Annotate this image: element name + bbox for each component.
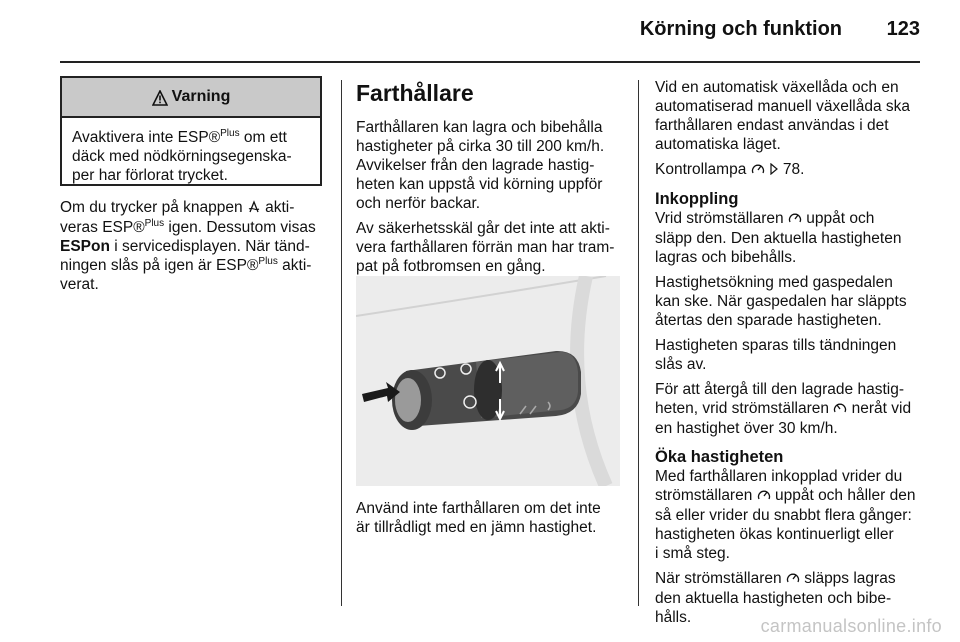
col2-p3-line: Använd inte farthållaren om det inte: [356, 500, 601, 517]
warning-triangle-icon: [152, 90, 168, 106]
col3-p7-line: i små steg.: [655, 545, 730, 562]
control-lamp-text: Kontrollampa: [655, 161, 747, 178]
column-1: [60, 198, 330, 294]
col2-p2-line: vera farthållaren förrän man har tram-: [356, 239, 615, 256]
resume-paragraph: [655, 380, 927, 438]
column-divider-2: [638, 80, 639, 606]
increase-speed-paragraph: [655, 467, 927, 563]
usage-note-paragraph: [356, 499, 628, 537]
col3-p8-line: hålls.: [655, 609, 692, 626]
column-2: [356, 80, 628, 282]
col1-line5: verat.: [60, 276, 99, 293]
col3-p3-line: släpp den. Den aktuella hastigheten: [655, 230, 902, 247]
col3-p8-line1b: släpps lagras: [804, 570, 896, 587]
col3-p3-line1b: uppåt och: [806, 210, 875, 227]
warning-header: [62, 78, 320, 118]
warning-text-3: per har förlorat trycket.: [72, 167, 228, 184]
col3-p7-line1: Med farthållaren inkopplad vrider du: [655, 468, 903, 485]
warning-text-1b: om ett: [239, 129, 287, 146]
control-lamp-paragraph: [655, 160, 927, 180]
col3-p8-line1a: När strömställaren: [655, 570, 782, 587]
col1-line4b: akti-: [277, 257, 312, 274]
cruise-control-icon: [751, 163, 769, 178]
ignition-paragraph: [655, 336, 927, 374]
inkoppling-paragraph: [655, 209, 927, 267]
col3-p7-line2b: uppåt och håller den: [774, 487, 916, 504]
page-reference-icon[interactable]: [769, 163, 783, 178]
col3-p3-line: lagras och bibehålls.: [655, 249, 797, 266]
page-number: 123: [886, 18, 920, 40]
warning-sup: Plus: [220, 127, 240, 139]
col1-line2b: igen. Dessutom visas: [164, 219, 316, 236]
col3-p6-line2b: neråt vid: [851, 400, 912, 417]
safety-paragraph: [356, 219, 628, 276]
col1-line3: i servicedisplayen. När tänd-: [109, 238, 310, 255]
column-2-bottom: [356, 499, 628, 543]
cruise-intro-paragraph: [356, 118, 628, 213]
col3-p1-line: Vid en automatisk växellåda och en: [655, 79, 899, 96]
warning-box: [60, 76, 322, 186]
cruise-set-icon: [786, 572, 800, 587]
col2-p3-line: är tillrådligt med en jämn hastighet.: [356, 519, 597, 536]
col2-p2-line: pat på fotbromsen en gång.: [356, 258, 546, 275]
col2-p1-line: heten kan uppstå vid körning uppför: [356, 176, 603, 193]
col2-p1-line: Farthållaren kan lagra och bibehålla: [356, 119, 603, 136]
col3-p4-line: återtas den sparade hastigheten.: [655, 312, 882, 329]
col1-line1-end: akti-: [265, 199, 295, 216]
col3-p4-line: Hastighetsökning med gaspedalen: [655, 274, 893, 291]
col3-p7-line: hastigheten ökas kontinuerligt eller: [655, 526, 894, 543]
increase-speed-heading: Öka hastigheten: [655, 448, 784, 466]
col2-p2-line: Av säkerhetsskäl går det inte att akti-: [356, 220, 610, 237]
cruise-resume-icon: [833, 402, 847, 417]
page-header: [0, 0, 960, 52]
header-rule: [60, 61, 920, 63]
warning-text-1a: Avaktivera inte ESP®: [72, 129, 221, 146]
column-divider-1: [341, 80, 342, 606]
col3-p8-line: den aktuella hastigheten och bibe-: [655, 590, 892, 607]
cruise-set-icon: [757, 489, 771, 504]
warning-title: Varning: [171, 88, 231, 105]
col2-p1-line: Avvikelser från den lagrade hastig-: [356, 157, 595, 174]
col1-line2a: veras ESP®: [60, 219, 145, 236]
col3-p7-line: så eller vrider du snabbt flera gånger:: [655, 507, 912, 524]
col3-p5-line: Hastigheten sparas tills tändningen: [655, 337, 897, 354]
espon-label: ESPon: [60, 238, 110, 255]
col3-p3-line1a: Vrid strömställaren: [655, 210, 784, 227]
col3-p1-line: farthållaren endast användas i det: [655, 117, 889, 134]
col3-p7-line2a: strömställaren: [655, 487, 753, 504]
col3-p5-line: slås av.: [655, 356, 707, 373]
col3-p1-line: automatiska läget.: [655, 136, 781, 153]
col2-p1-line: hastigheter på cirka 30 till 200 km/h.: [356, 138, 605, 155]
esp-off-icon: [247, 201, 265, 216]
col3-p6-line3: en hastighet över 30 km/h.: [655, 420, 838, 437]
col1-sup-1: Plus: [144, 217, 165, 229]
col3-p6-line1: För att återgå till den lagrade hastig-: [655, 381, 904, 398]
section-title: Körning och funktion: [639, 18, 842, 40]
automatic-gearbox-paragraph: [655, 78, 927, 154]
inkoppling-heading: Inkoppling: [655, 190, 739, 208]
col3-p4-line: kan ske. När gaspedalen har släppts: [655, 293, 907, 310]
cruise-control-stalk-illustration: [356, 276, 620, 486]
warning-text-2: däck med nödkörningsegenska-: [72, 148, 292, 165]
warning-text: [62, 118, 320, 185]
col3-p6-line2a: heten, vrid strömställaren: [655, 400, 830, 417]
cruise-set-icon: [788, 212, 802, 227]
col1-line1: Om du trycker på knappen: [60, 199, 243, 216]
acceleration-paragraph: [655, 273, 927, 330]
col2-p1-line: och nerför backar.: [356, 195, 481, 212]
watermark: carmanualsonline.info: [760, 616, 942, 636]
page-reference-link[interactable]: 78.: [782, 161, 805, 178]
col1-sup-2: Plus: [258, 255, 278, 267]
cruise-control-heading: Farthållare: [356, 80, 474, 106]
esp-paragraph: [60, 198, 330, 294]
col1-line4a: ningen slås på igen är ESP®: [60, 257, 259, 274]
col3-p1-line: automatiserad manuell växellåda ska: [655, 98, 911, 115]
column-3: [655, 78, 927, 633]
